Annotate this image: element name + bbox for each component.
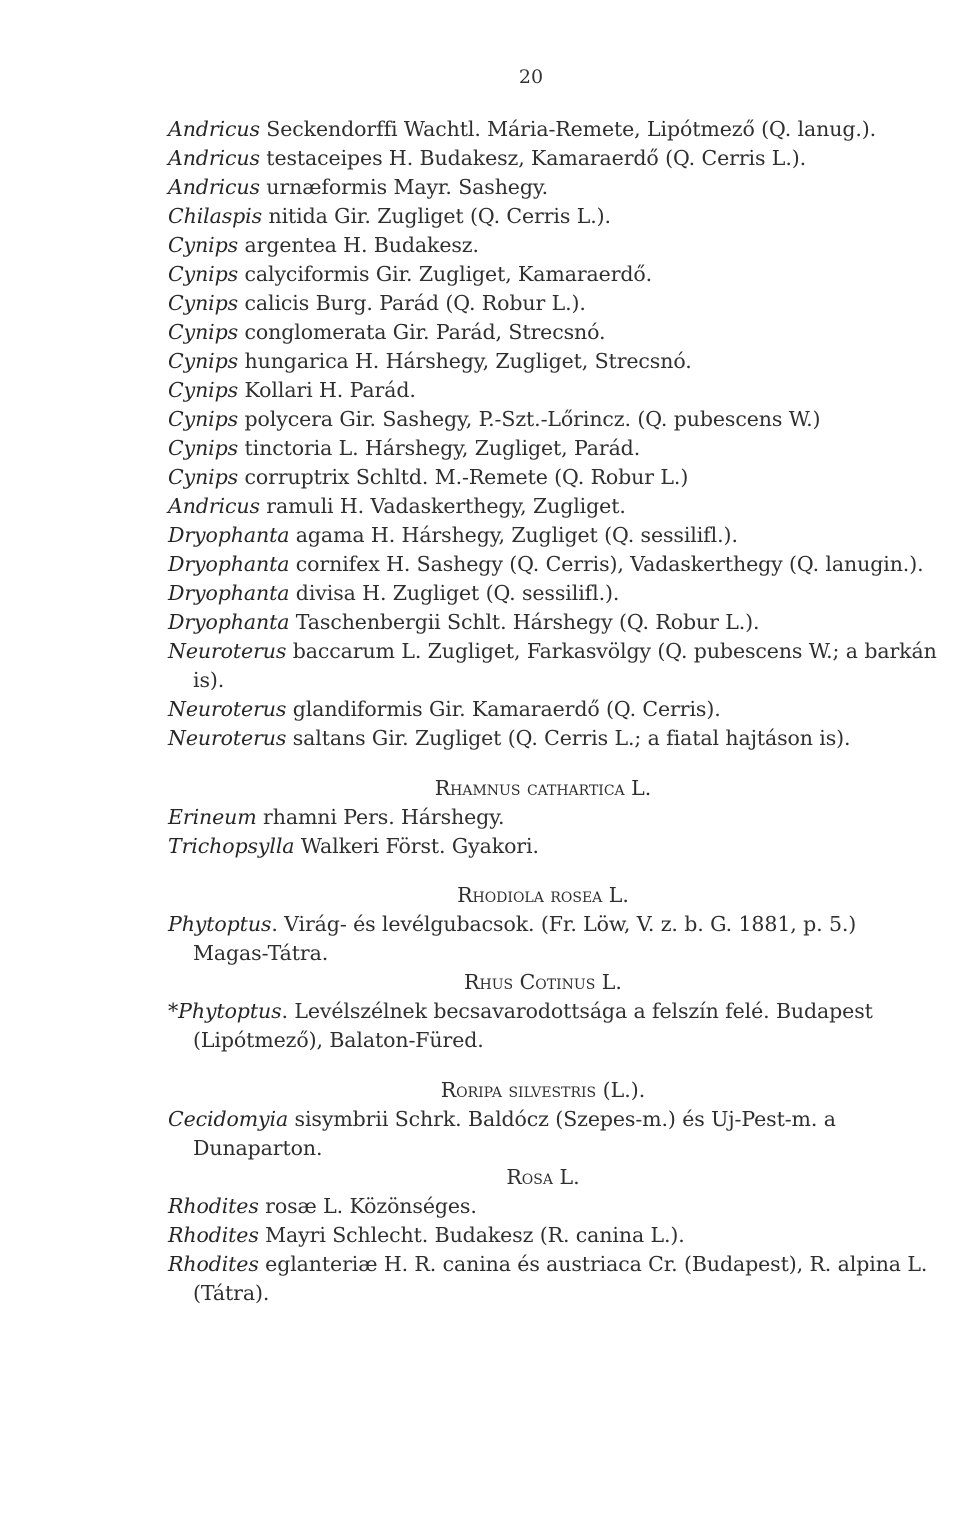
species-entry: [168, 202, 918, 231]
entry-genus: Cynips: [168, 349, 239, 373]
species-entry: [168, 724, 918, 753]
entry-genus: Rhodites: [168, 1194, 259, 1218]
entry-genus: Erineum: [168, 805, 257, 829]
section-s2: [168, 774, 918, 861]
entry-text: . Levélszélnek becsavarodottsága a felszín felé. Budapest (Lipótmező), Balaton-Füred.: [193, 999, 873, 1052]
entry-text: glandiformis Gir. Kamaraerdő (Q. Cerris).: [286, 697, 721, 721]
species-entry: [168, 347, 918, 376]
section-heading: [168, 968, 918, 997]
entry-text: saltans Gir. Zugliget (Q. Cerris L.; a fiatal hajtáson is).: [286, 726, 851, 750]
species-entry: [168, 997, 938, 1055]
entry-text: . Virág- és levélgubacsok. (Fr. Löw, V. z. b. G. 1881, p. 5.) Magas-Tátra.: [193, 912, 857, 965]
entry-genus: Rhodites: [168, 1223, 259, 1247]
section-s5: [168, 1076, 918, 1163]
entry-text: agama H. Hárshegy, Zugliget (Q. sessilifl.).: [289, 523, 738, 547]
section-s4: [168, 968, 918, 1055]
entry-genus: Andricus: [168, 175, 260, 199]
entry-genus: Neuroterus: [168, 726, 287, 750]
heading-plant-species: Cotinus L.: [513, 970, 622, 994]
section-s1: [168, 115, 937, 753]
entry-text: rosæ L. Közönséges.: [258, 1194, 477, 1218]
species-entry: [168, 492, 918, 521]
entry-genus: Cynips: [168, 465, 239, 489]
entry-text: Seckendorffi Wachtl. Mária-Remete, Lipótmező (Q. lanug.).: [259, 117, 877, 141]
entry-genus: Trichopsylla: [168, 834, 295, 858]
entry-text: rhamni Pers. Hárshegy.: [256, 805, 505, 829]
entry-text: cornifex H. Sashegy (Q. Cerris), Vadaskerthegy (Q. lanugin.).: [289, 552, 924, 576]
species-entry: [168, 173, 918, 202]
entry-text: argentea H. Budakesz.: [238, 233, 479, 257]
species-entry: [168, 832, 918, 861]
section-s6: [168, 1163, 928, 1308]
species-entry: [168, 521, 918, 550]
species-entry: [168, 231, 918, 260]
entry-text: Walkeri Först. Gyakori.: [294, 834, 539, 858]
species-entry: [168, 318, 918, 347]
species-entry: [168, 637, 938, 695]
entry-text: tinctoria L. Hárshegy, Zugliget, Parád.: [238, 436, 641, 460]
species-entry: [168, 1250, 938, 1308]
entry-genus: Cecidomyia: [168, 1107, 289, 1131]
entry-text: hungarica H. Hárshegy, Zugliget, Strecsnó.: [238, 349, 692, 373]
heading-plant-species: rosea L.: [543, 883, 629, 907]
entry-genus: Andricus: [168, 117, 260, 141]
entry-genus: Cynips: [168, 233, 239, 257]
heading-plant-genus: Rhodiola: [457, 883, 544, 907]
entry-text: baccarum L. Zugliget, Farkasvölgy (Q. pubescens W.; a barkán is).: [193, 639, 937, 692]
heading-plant-genus: Rhus: [464, 970, 514, 994]
species-entry: [168, 260, 918, 289]
species-list: [168, 115, 937, 1308]
species-entry: [168, 1105, 938, 1163]
species-entry: [168, 463, 918, 492]
entry-genus: Dryophanta: [168, 523, 290, 547]
entry-genus: Cynips: [168, 291, 239, 315]
species-entry: [168, 144, 918, 173]
heading-plant-genus: Roripa: [440, 1078, 502, 1102]
entry-genus: Cynips: [168, 320, 239, 344]
entry-genus: Cynips: [168, 378, 239, 402]
entry-genus: Cynips: [168, 262, 239, 286]
species-entry: [168, 434, 918, 463]
species-entry: [168, 1192, 918, 1221]
entry-text: sisymbrii Schrk. Baldócz (Szepes-m.) és Uj-Pest-m. a Dunaparton.: [193, 1107, 836, 1160]
species-entry: [168, 579, 918, 608]
entry-genus: Dryophanta: [168, 610, 290, 634]
entry-text: divisa H. Zugliget (Q. sessilifl.).: [289, 581, 620, 605]
entry-text: Mayri Schlecht. Budakesz (R. canina L.).: [258, 1223, 685, 1247]
entry-genus: Neuroterus: [168, 697, 287, 721]
entry-text: Kollari H. Parád.: [238, 378, 416, 402]
heading-plant-genus: Rosa: [506, 1165, 553, 1189]
entry-genus: Andricus: [168, 146, 260, 170]
entry-text: polycera Gir. Sashegy, P.-Szt.-Lőrincz. (Q. pubescens W.): [238, 407, 821, 431]
species-entry: [168, 405, 918, 434]
species-entry: [168, 608, 918, 637]
heading-plant-species: cathartica L.: [520, 776, 652, 800]
species-entry: [168, 1221, 918, 1250]
entry-text: conglomerata Gir. Parád, Strecsnó.: [238, 320, 606, 344]
entry-text: calyciformis Gir. Zugliget, Kamaraerdő.: [238, 262, 653, 286]
entry-text: testaceipes H. Budakesz, Kamaraerdő (Q. Cerris L.).: [259, 146, 807, 170]
entry-text: urnæformis Mayr. Sashegy.: [259, 175, 549, 199]
heading-plant-species: L.: [552, 1165, 580, 1189]
section-heading: [168, 881, 918, 910]
entry-genus: Phytoptus: [168, 912, 272, 936]
entry-genus: Neuroterus: [168, 639, 287, 663]
species-entry: [168, 289, 918, 318]
entry-text: nitida Gir. Zugliget (Q. Cerris L.).: [262, 204, 611, 228]
species-entry: [168, 550, 924, 579]
entry-genus: Cynips: [168, 436, 239, 460]
heading-plant-genus: Rhamnus: [434, 776, 521, 800]
entry-genus: *Phytoptus: [168, 999, 282, 1023]
entry-genus: Andricus: [168, 494, 260, 518]
entry-text: eglanteriæ H. R. canina és austriaca Cr. (Budapest), R. alpina L. (Tátra).: [193, 1252, 928, 1305]
entry-genus: Chilaspis: [168, 204, 263, 228]
entry-text: corruptrix Schltd. M.-Remete (Q. Robur L.): [238, 465, 689, 489]
section-s3: [168, 881, 918, 968]
section-heading: [168, 1163, 918, 1192]
species-entry: [168, 695, 918, 724]
species-entry: [168, 115, 918, 144]
section-heading: [168, 774, 918, 803]
entry-text: Taschenbergii Schlt. Hárshegy (Q. Robur L.).: [289, 610, 760, 634]
species-entry: [168, 376, 918, 405]
entry-text: ramuli H. Vadaskerthegy, Zugliget.: [259, 494, 626, 518]
species-entry: [168, 803, 918, 832]
section-heading: [168, 1076, 918, 1105]
entry-genus: Dryophanta: [168, 581, 290, 605]
page-number: 20: [518, 66, 544, 88]
entry-genus: Rhodites: [168, 1252, 259, 1276]
heading-plant-species: silvestris (L.).: [501, 1078, 646, 1102]
entry-text: calicis Burg. Parád (Q. Robur L.).: [238, 291, 586, 315]
entry-genus: Dryophanta: [168, 552, 290, 576]
species-entry: [168, 910, 913, 968]
entry-genus: Cynips: [168, 407, 239, 431]
